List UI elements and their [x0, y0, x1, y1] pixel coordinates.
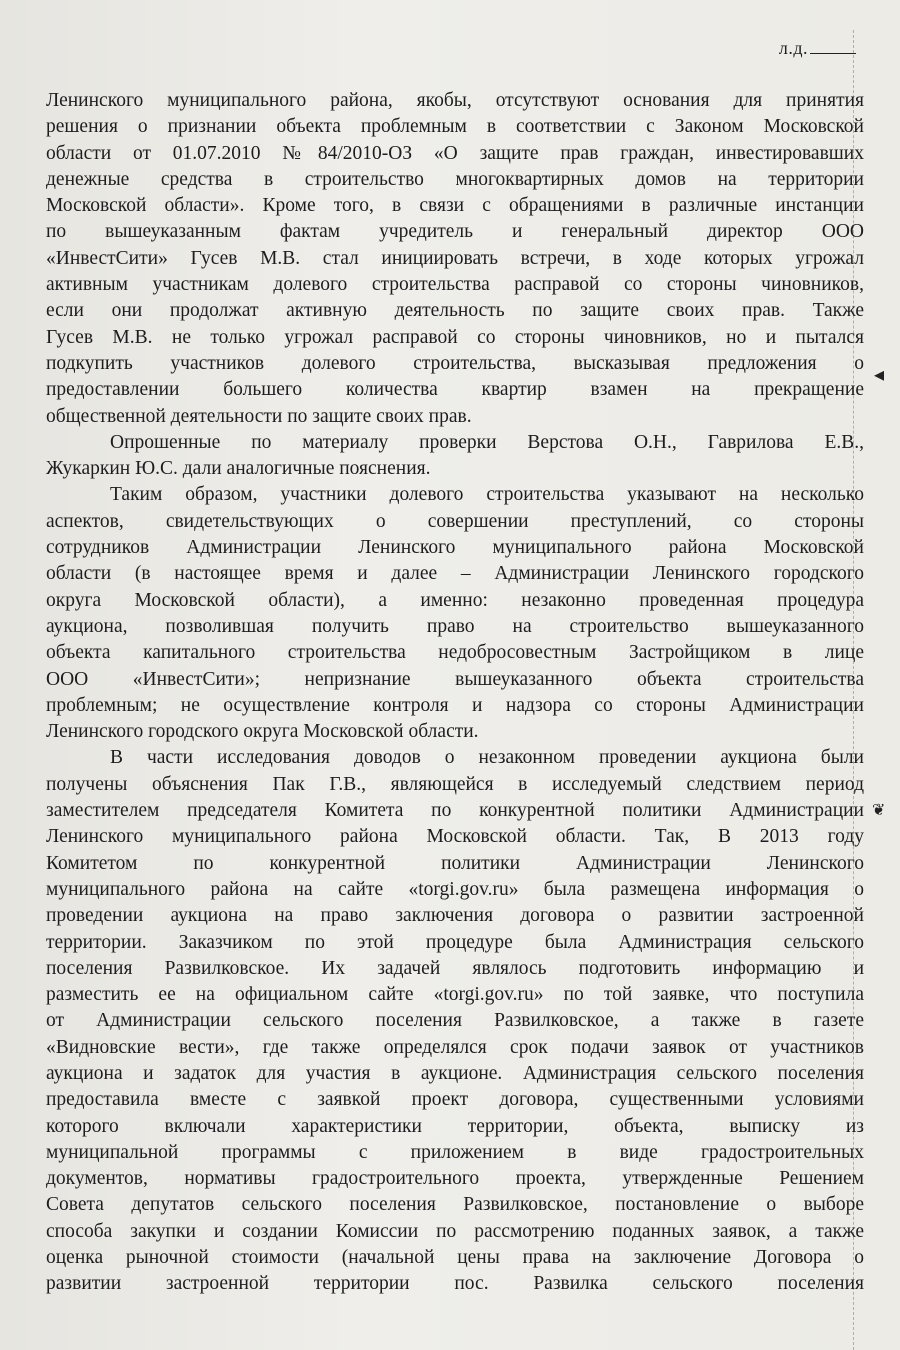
text-line: Таким образом, участники долевого строительства указывают на несколько: [110, 484, 864, 506]
text-line: аспектов, свидетельствующих о совершении преступлений, со стороны: [46, 510, 864, 532]
text-line: Гусев М.В. не только угрожал расправой со стороны чиновников, но и пытался: [46, 326, 864, 348]
ink-smudge-mark: ❦: [872, 802, 886, 819]
text-line: Жукаркин Ю.С. дали аналогичные пояснения.: [46, 458, 431, 480]
text-line: получены объяснения Пак Г.В., являющейся в исследуемый следствием период: [46, 773, 864, 795]
text-line: общественной деятельности по защите своих прав.: [46, 405, 472, 427]
page-number-blank: [810, 39, 856, 54]
text-line: объекта капитального строительства недобросовестным Застройщиком в лице: [46, 642, 864, 664]
text-line: «Видновские вести», где также определялся срок подачи заявок от участников: [46, 1036, 864, 1058]
text-line: Ленинского муниципального района Московской области. Так, В 2013 году: [46, 826, 864, 848]
text-line: ООО «ИнвестСити»; непризнание вышеуказанного объекта строительства: [46, 668, 864, 690]
text-line: от Администрации сельского поселения Развилковское, а также в газете: [46, 1010, 864, 1032]
text-line: активным участникам долевого строительства расправой со стороны чиновников,: [46, 274, 864, 296]
text-line: муниципального района на сайте «torgi.gov.ru» была размещена информация о: [46, 878, 864, 900]
text-line: если они продолжат активную деятельность по защите своих прав. Также: [46, 300, 864, 322]
text-line: по вышеуказанным фактам учредитель и генеральный директор ООО: [46, 221, 864, 243]
text-line: разместить ее на официальном сайте «torgi.gov.ru» по той заявке, что поступила: [46, 984, 864, 1006]
text-line: проведении аукциона на право заключения договора о развитии застроенной: [46, 905, 864, 927]
text-line: аукциона, позволившая получить право на строительство вышеуказанного: [46, 615, 864, 637]
text-line: В части исследования доводов о незаконном проведении аукциона были: [110, 747, 864, 769]
text-line: Ленинского муниципального района, якобы, отсутствуют основания для принятия: [46, 90, 864, 111]
text-line: заместителем председателя Комитета по конкурентной политики Администрации: [46, 800, 864, 822]
text-line: Опрошенные по материалу проверки Верстова О.Н., Гаврилова Е.В.,: [110, 431, 864, 453]
text-line: которого включали характеристики территории, объекта, выписку из: [46, 1115, 864, 1137]
page-reference: [779, 38, 856, 59]
text-line: территории. Заказчиком по этой процедуре была Администрация сельского: [46, 931, 864, 953]
text-line: развитии застроенной территории пос. Развилка сельского поселения: [46, 1273, 864, 1295]
text-line: предоставлении большего количества квартир взамен на прекращение: [46, 379, 864, 401]
text-line: аукциона и задаток для участия в аукционе. Администрация сельского поселения: [46, 1062, 864, 1084]
text-line: подкупить участников долевого строительства, высказывая предложения о: [46, 352, 864, 374]
text-line: муниципальной программы с приложением в виде градостроительных: [46, 1141, 864, 1163]
text-line: решения о признании объекта проблемным в соответствии с Законом Московской: [46, 116, 864, 138]
text-line: документов, нормативы градостроительного проекта, утвержденные Решением: [46, 1168, 864, 1190]
text-line: предоставила вместе с заявкой проект договора, существенными условиями: [46, 1089, 864, 1111]
document-body: [46, 88, 864, 1298]
text-line: поселения Развилковское. Их задачей являлось подготовить информацию и: [46, 957, 864, 979]
text-line: сотрудников Администрации Ленинского муниципального района Московской: [46, 537, 864, 559]
text-line: Ленинского городского округа Московской области.: [46, 721, 479, 743]
text-line: денежные средства в строительство многоквартирных домов на территории: [46, 168, 864, 190]
text-line: Московской области». Кроме того, в связи с обращениями в различные инстанции: [46, 195, 864, 217]
text-line: Комитетом по конкурентной политики Администрации Ленинского: [46, 852, 864, 874]
page-reference-label: л.д.: [778, 38, 808, 58]
ink-dot-mark: ◂: [874, 364, 885, 386]
text-line: области от 01.07.2010 №84/2010-ОЗ «О защите прав граждан, инвестировавших: [46, 142, 864, 164]
text-line: области (в настоящее время и далее – Администрации Ленинского городского: [46, 563, 864, 585]
text-line: оценка рыночной стоимости (начальной цены права на заключение Договора о: [46, 1247, 864, 1269]
text-line: способа закупки и создании Комиссии по рассмотрению поданных заявок, а также: [46, 1220, 864, 1242]
text-line: проблемным; не осуществление контроля и надзора со стороны Администрации: [46, 694, 864, 716]
text-line: «ИнвестСити» Гусев М.В. стал инициировать встречи, в ходе которых угрожал: [46, 247, 864, 269]
text-line: округа Московской области), а именно: незаконно проведенная процедура: [46, 589, 864, 611]
text-line: Совета депутатов сельского поселения Развилковское, постановление о выборе: [46, 1194, 864, 1216]
